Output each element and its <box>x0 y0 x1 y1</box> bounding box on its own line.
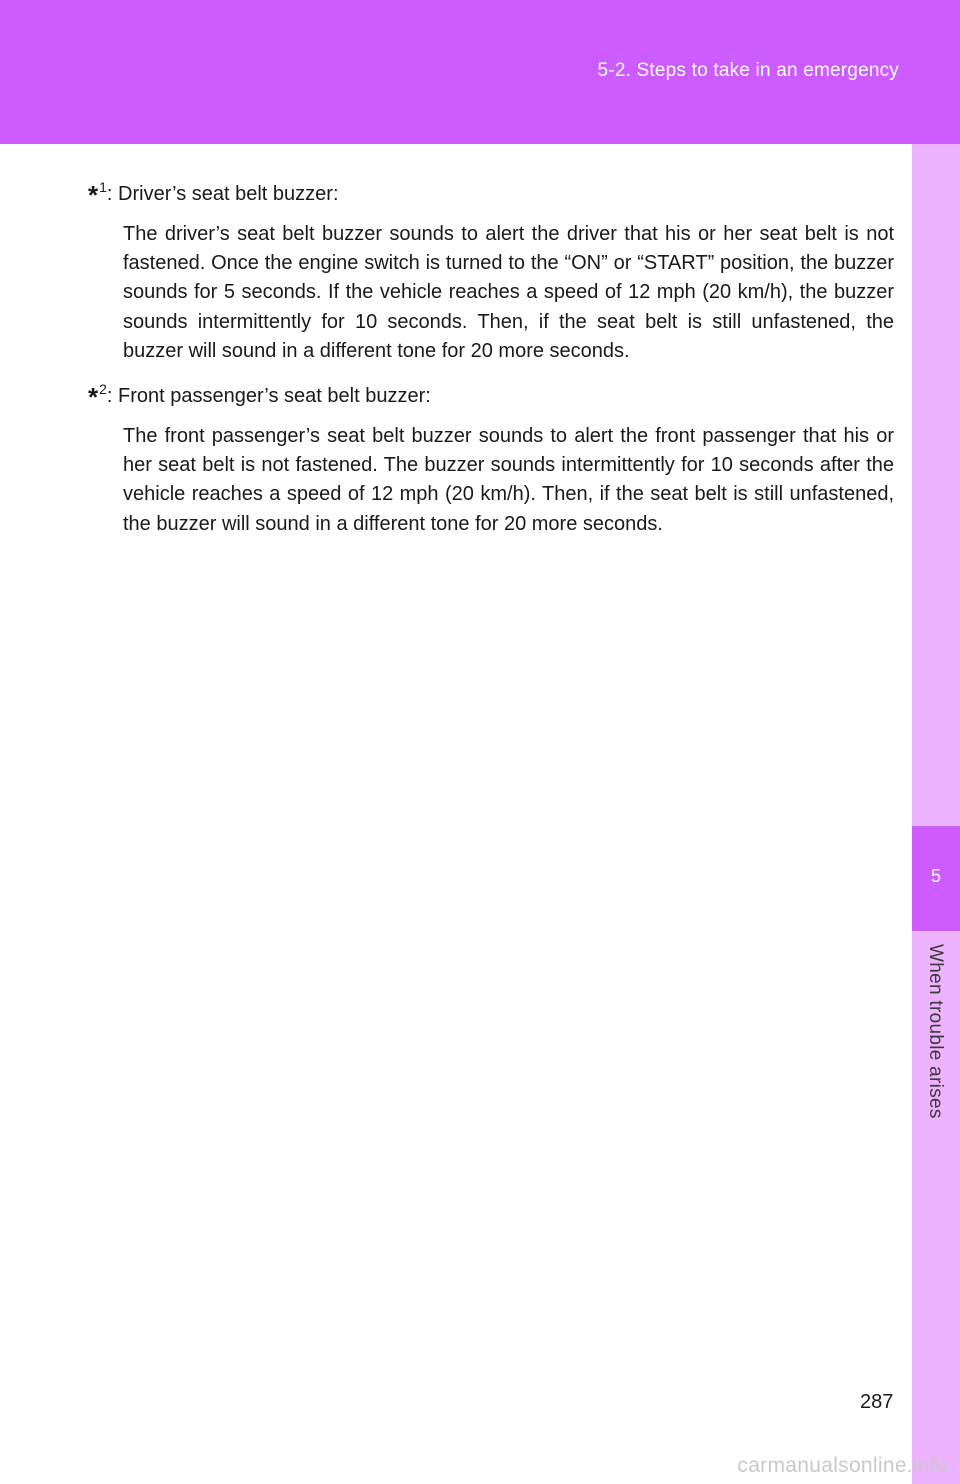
section-title: 5-2. Steps to take in an emergency <box>597 60 899 81</box>
header-band <box>0 0 960 144</box>
footnote-number: 2 <box>99 381 107 398</box>
footnote-body: The driver’s seat belt buzzer sounds to alert the driver that his or her seat belt is not fastened. Once the engine switch is turned to the “ON” or “START” position, the buzzer sounds for 5 seconds. If the vehicle reaches a speed of 12 mph (20 km/h), the buzzer sounds intermittently for 10 seconds. Then, if the seat belt is still unfastened, the buzzer will sound in a different tone for 20 more seconds. <box>123 223 894 362</box>
watermark: carmanualsonline.info <box>737 1454 948 1477</box>
footnote-heading <box>88 172 894 209</box>
asterisk-marker: * <box>88 180 99 210</box>
chapter-label-area <box>912 944 960 1144</box>
footnote-title: : Driver’s seat belt buzzer: <box>106 183 339 205</box>
chapter-label: When trouble arises <box>925 944 946 1119</box>
page-number: 287 <box>860 1391 894 1413</box>
chapter-tab[interactable] <box>912 826 960 931</box>
footnote-passenger-buzzer <box>88 374 894 539</box>
footnote-driver-buzzer <box>88 172 894 366</box>
footnote-number: 1 <box>99 179 107 195</box>
footnote-title: : Front passenger’s seat belt buzzer: <box>106 385 431 408</box>
footnote-heading <box>88 374 894 411</box>
chapter-number: 5 <box>930 866 941 886</box>
footnote-body: The front passenger’s seat belt buzzer sounds to alert the front passenger that his or her seat belt is not fastened. The buzzer sounds intermittently for 10 seconds after the vehicle reaches a speed of 12 mph (20 km/h). Then, if the seat belt is still unfastened, the buzzer will sound in a different tone for 20 more seconds. <box>123 425 894 535</box>
chapter-side-strip <box>912 144 960 1484</box>
asterisk-marker: * <box>88 382 99 413</box>
page-content <box>88 172 894 545</box>
